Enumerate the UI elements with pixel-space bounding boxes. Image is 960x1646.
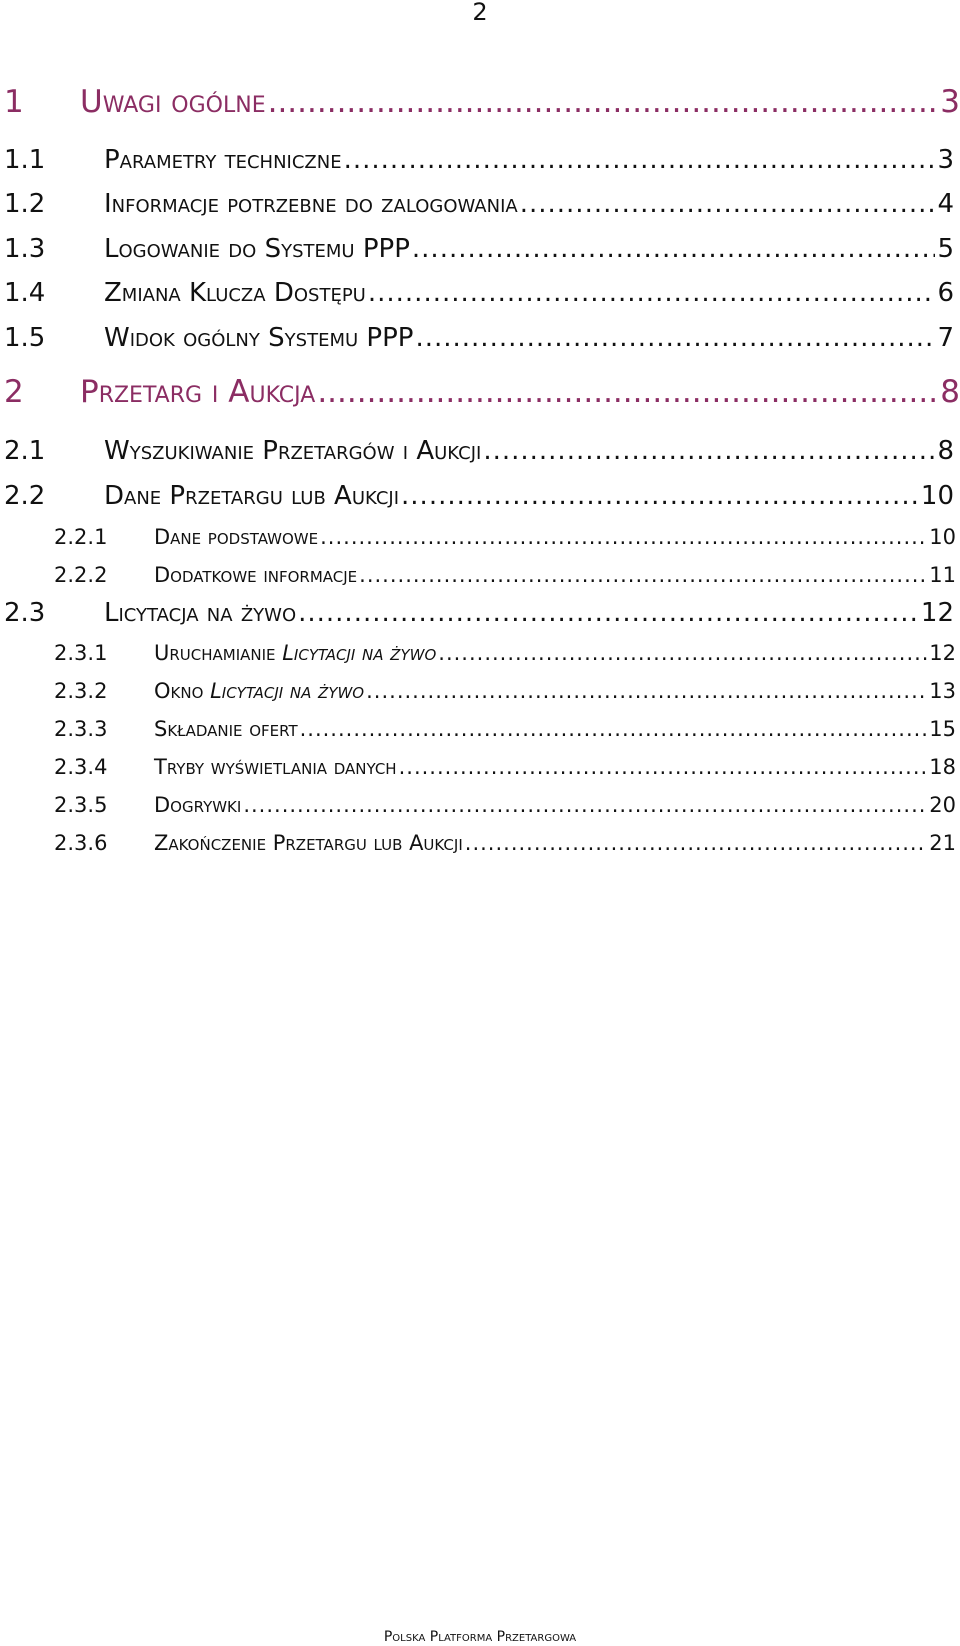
toc-number: 2.1	[4, 436, 46, 466]
toc-entry-1[interactable]	[4, 84, 960, 120]
toc-page: 3	[940, 84, 960, 120]
toc-page: 10	[929, 525, 956, 549]
toc-entry-2-3-4[interactable]	[54, 755, 956, 779]
toc-page: 5	[937, 234, 954, 264]
toc-page: 12	[920, 598, 954, 628]
toc-number: 1.4	[4, 278, 46, 308]
toc-title: Wyszukiwanie Przetargów i Aukcji	[104, 436, 482, 466]
page-number: 2	[472, 0, 488, 26]
toc-leader	[298, 598, 919, 628]
toc-number: 2.3.5	[54, 793, 108, 817]
toc-title: Licytacja na żywo	[104, 598, 297, 628]
page-footer: Polska Platforma Przetargowa	[383, 1629, 577, 1645]
toc-page: 18	[929, 755, 956, 779]
toc-entry-1-4[interactable]	[4, 278, 954, 308]
toc-page: 20	[929, 793, 956, 817]
toc-title-italic: Licytacji na żywo	[282, 641, 437, 665]
toc-page: 10	[920, 481, 954, 511]
toc-number: 2	[4, 374, 24, 410]
toc-leader	[268, 84, 939, 120]
toc-number: 2.2	[4, 481, 46, 511]
toc-entry-1-3[interactable]	[4, 234, 954, 264]
toc-title-prefix: Okno	[154, 679, 211, 703]
toc-page: 7	[937, 323, 954, 353]
toc-page: 6	[937, 278, 954, 308]
toc-leader	[483, 436, 935, 466]
toc-entry-2-2-1[interactable]	[54, 525, 956, 549]
toc-title: Dodatkowe informacje	[154, 563, 358, 587]
toc-page: 3	[937, 145, 954, 175]
toc-number: 2.3.1	[54, 641, 108, 665]
toc-leader	[366, 679, 927, 703]
toc-title: Dane Przetargu lub Aukcji	[104, 481, 400, 511]
toc-entry-1-5[interactable]	[4, 323, 954, 353]
toc-leader	[320, 525, 927, 549]
toc-page: 12	[929, 641, 956, 665]
toc-title: Składanie ofert	[154, 717, 298, 741]
toc-title: Widok ogólny Systemu PPP	[104, 323, 414, 353]
toc-number: 2.3.3	[54, 717, 108, 741]
toc-entry-2-3-2[interactable]	[54, 679, 956, 703]
toc-title: Przetarg i Aukcja	[80, 374, 316, 410]
toc-entry-2[interactable]	[4, 374, 960, 410]
toc-entry-2-3-5[interactable]	[54, 793, 956, 817]
toc-page: 15	[929, 717, 956, 741]
toc-title	[154, 641, 436, 665]
toc-page: 13	[929, 679, 956, 703]
toc-entry-1-2[interactable]	[4, 189, 954, 219]
toc-page: 21	[929, 831, 956, 855]
toc-number: 2.3.2	[54, 679, 108, 703]
toc-title: Zakończenie Przetargu lub Aukcji	[154, 831, 463, 855]
toc-title	[154, 679, 364, 703]
toc-leader	[415, 323, 935, 353]
toc-leader	[520, 189, 936, 219]
toc-number: 1	[4, 84, 24, 120]
toc-page: 4	[937, 189, 954, 219]
toc-entry-2-1[interactable]	[4, 436, 954, 466]
toc-number: 2.3.4	[54, 755, 108, 779]
toc-entry-2-2[interactable]	[4, 481, 954, 511]
toc-page: 8	[940, 374, 960, 410]
toc-number: 2.3	[4, 598, 46, 628]
toc-entry-2-2-2[interactable]	[54, 563, 956, 587]
toc-entry-2-3-1[interactable]	[54, 641, 956, 665]
toc-leader	[401, 481, 919, 511]
toc-leader	[368, 278, 936, 308]
toc-leader	[243, 793, 927, 817]
toc-title: Logowanie do Systemu PPP	[104, 234, 410, 264]
toc-leader	[317, 374, 938, 410]
toc-entry-1-1[interactable]	[4, 145, 954, 175]
toc-leader	[399, 755, 928, 779]
toc-leader	[412, 234, 936, 264]
toc-title: Tryby wyświetlania danych	[154, 755, 397, 779]
toc-number: 1.1	[4, 145, 46, 175]
toc-title: Dogrywki	[154, 793, 242, 817]
toc-leader	[344, 145, 936, 175]
toc-title: Parametry techniczne	[104, 145, 342, 175]
toc-number: 1.2	[4, 189, 46, 219]
toc-leader	[300, 717, 928, 741]
toc-entry-2-3[interactable]	[4, 598, 954, 628]
toc-leader	[438, 641, 927, 665]
toc-number: 2.2.1	[54, 525, 108, 549]
toc-number: 1.5	[4, 323, 46, 353]
toc-title: Zmiana Klucza Dostępu	[104, 278, 366, 308]
toc-page: 11	[929, 563, 956, 587]
toc-leader	[359, 563, 927, 587]
toc-leader	[465, 831, 928, 855]
toc-number: 2.3.6	[54, 831, 108, 855]
toc-page: 8	[937, 436, 954, 466]
toc-title-italic: Licytacji na żywo	[210, 679, 365, 703]
toc-title: Uwagi ogólne	[80, 84, 266, 120]
toc-title: Dane podstawowe	[154, 525, 319, 549]
toc-title: Informacje potrzebne do zalogowania	[104, 189, 518, 219]
toc-number: 1.3	[4, 234, 46, 264]
toc-entry-2-3-6[interactable]	[54, 831, 956, 855]
toc-number: 2.2.2	[54, 563, 108, 587]
toc-title-prefix: Uruchamianie	[154, 641, 283, 665]
toc-entry-2-3-3[interactable]	[54, 717, 956, 741]
